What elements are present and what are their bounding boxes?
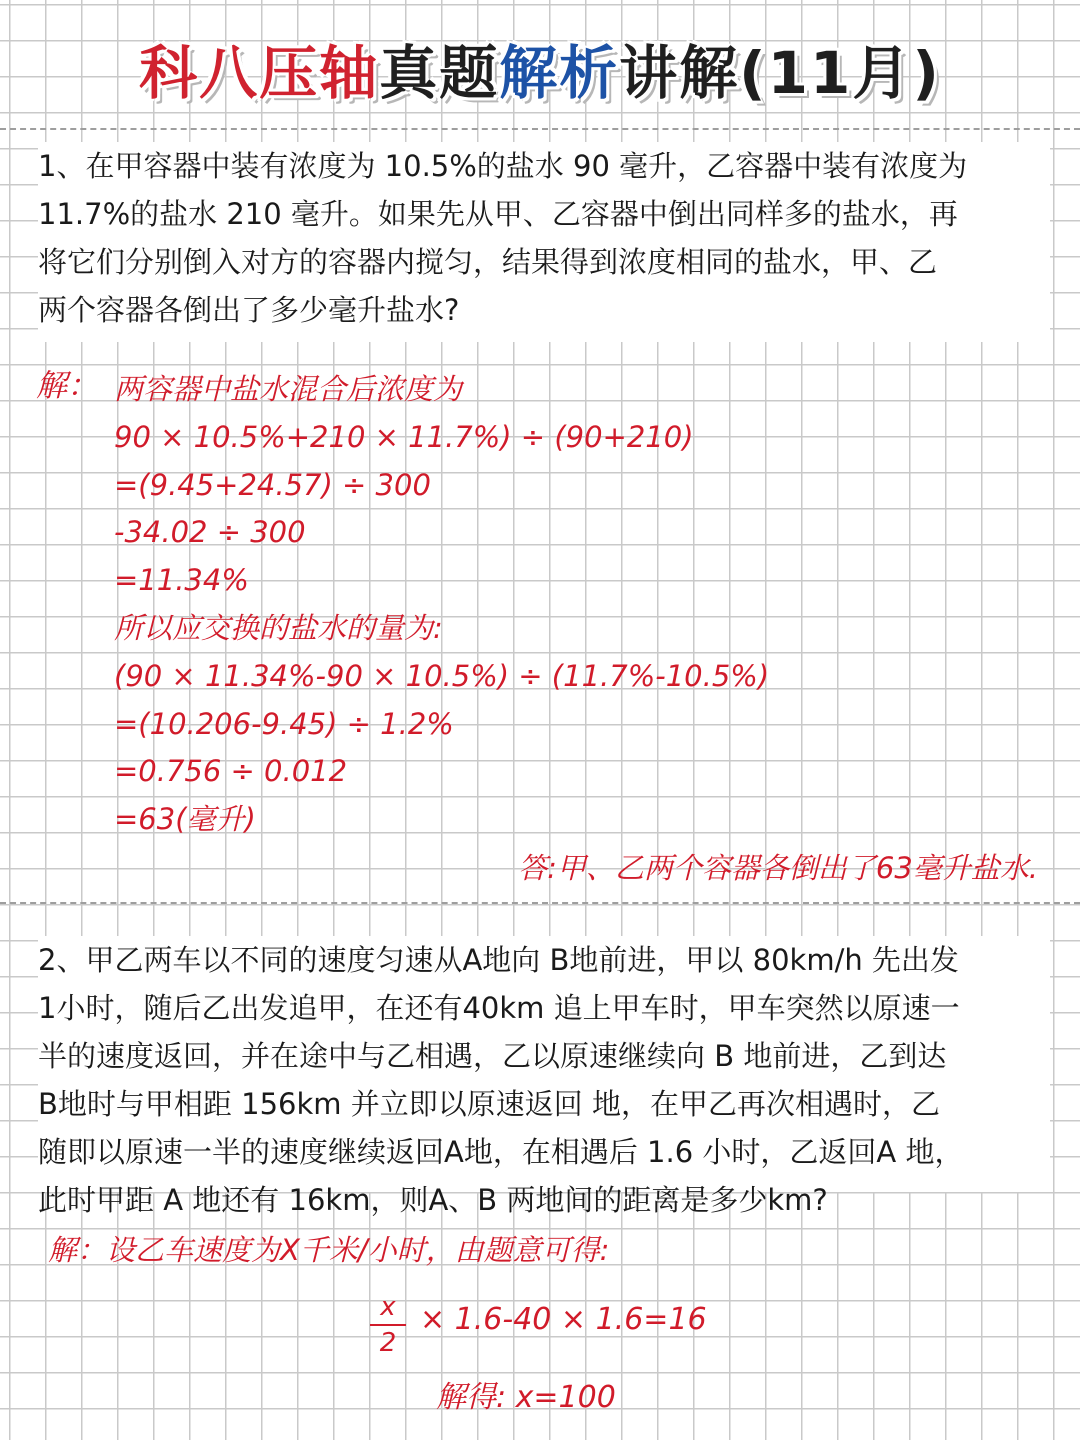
solution-1-line: =63(毫升) — [114, 802, 256, 837]
title-segment-1: 科八压轴 — [139, 39, 380, 107]
question-2 — [38, 936, 1050, 1217]
title-segment-4: 讲解(11月) — [619, 39, 941, 107]
question-1-line: 11.7%的盐水 210 毫升。如果先从甲、乙容器中倒出同样多的盐水，再 — [38, 197, 958, 231]
question-2-line: B地时与甲相距 156km 并立即以原速返回 地，在甲乙再次相遇时，乙 — [38, 1087, 940, 1121]
title-segment-3: 解析 — [499, 39, 620, 107]
question-2-line: 随即以原速一半的速度继续返回A地，在相遇后 1.6 小时，乙返回A 地， — [38, 1135, 964, 1169]
title-segment-2: 真题 — [379, 39, 500, 107]
solution-1-line: 所以应交换的盐水的量为: — [114, 610, 443, 645]
solution-1-line: =11.34% — [114, 563, 249, 598]
divider-middle — [0, 902, 1080, 904]
question-1-line: 将它们分别倒入对方的容器内搅匀，结果得到浓度相同的盐水，甲、乙 — [38, 245, 938, 279]
question-1-line: 两个容器各倒出了多少毫升盐水? — [38, 293, 460, 327]
solution-2-result: 解得: x=100 — [436, 1380, 616, 1415]
fraction-denominator: 2 — [379, 1328, 397, 1358]
solution-1-line: -34.02 ÷ 300 — [114, 515, 306, 550]
solution-2-intro: 解：设乙车速度为X千米/小时，由题意可得: — [48, 1233, 610, 1267]
solution-1-line: =(9.45+24.57) ÷ 300 — [114, 467, 431, 502]
solution-1-answer: 答:甲、乙两个容器各倒出了63毫升盐水. — [518, 851, 1038, 885]
solution-1-line: 两容器中盐水混合后浓度为 — [114, 372, 463, 406]
fraction-x-over-2 — [366, 1292, 410, 1358]
question-2-line: 2、甲乙两车以不同的速度匀速从A地向 B地前进，甲以 80km/h 先出发 — [38, 943, 959, 977]
question-2-line: 1小时，随后乙出发追甲，在还有40km 追上甲车时，甲车突然以原速一 — [38, 991, 960, 1025]
question-1-line: 1、在甲容器中装有浓度为 10.5%的盐水 90 毫升，乙容器中装有浓度为 — [38, 149, 968, 183]
divider-top — [0, 128, 1080, 130]
solution-1-line: (90 × 11.34%-90 × 10.5%) ÷ (11.7%-10.5%) — [114, 658, 770, 693]
solution-1-line: =0.756 ÷ 0.012 — [114, 754, 348, 789]
solution-1-label: 解： — [36, 368, 98, 404]
question-2-line: 此时甲距 A 地还有 16km，则A、B 两地间的距离是多少km? — [38, 1183, 828, 1217]
question-1 — [38, 142, 1050, 342]
solution-2-equation: × 1.6-40 × 1.6=16 — [420, 1302, 707, 1337]
fraction-numerator: x — [380, 1292, 396, 1322]
fraction-bar — [370, 1324, 406, 1326]
solution-1-steps — [114, 366, 769, 844]
solution-1-line: 90 × 10.5%+210 × 11.7%) ÷ (90+210) — [114, 419, 694, 454]
solution-1-line: =(10.206-9.45) ÷ 1.2% — [114, 706, 454, 741]
page-title — [0, 38, 1080, 108]
question-2-line: 半的速度返回，并在途中与乙相遇，乙以原速继续向 B 地前进，乙到达 — [38, 1039, 947, 1073]
